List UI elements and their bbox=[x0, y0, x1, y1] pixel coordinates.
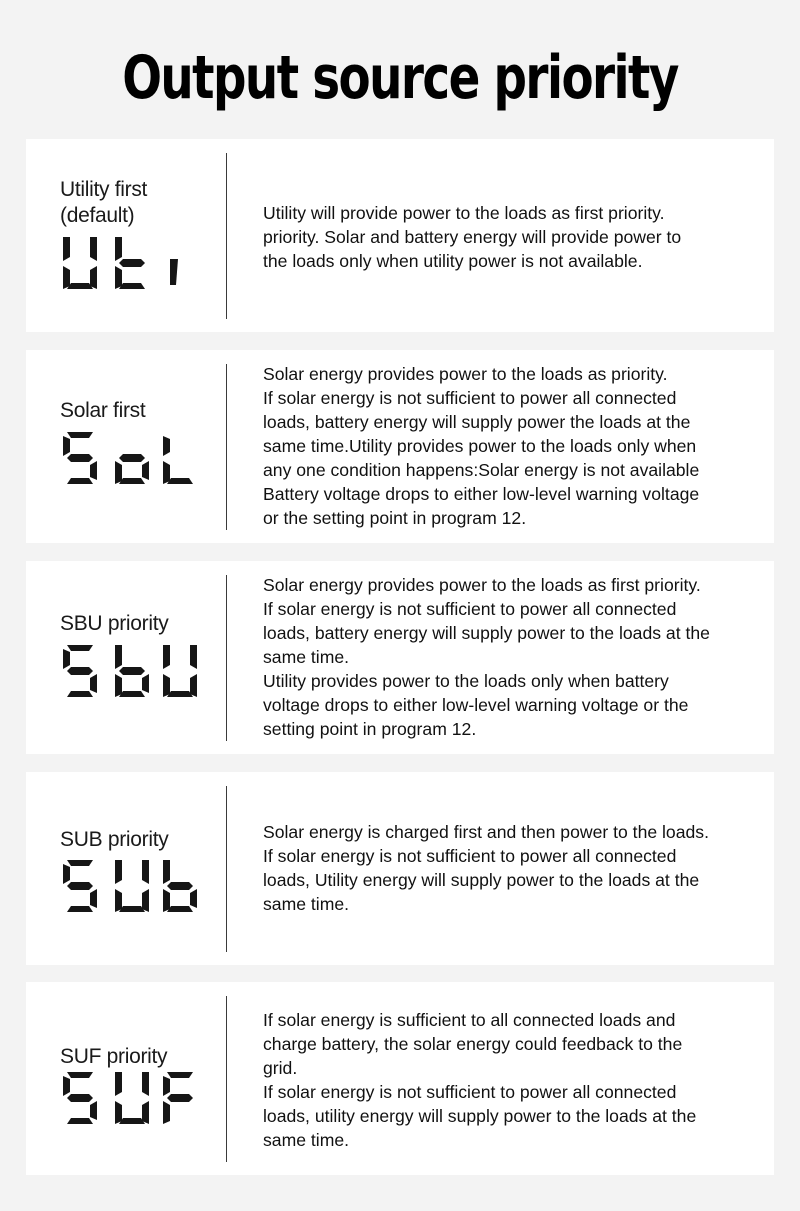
description-line: If solar energy is not sufficient to power all connected bbox=[263, 599, 677, 619]
description-line: Utility will provide power to the loads as first priority. bbox=[263, 203, 665, 223]
mode-description bbox=[263, 573, 773, 741]
description-line: same time. bbox=[263, 1130, 350, 1150]
lcd-segment bbox=[167, 1094, 193, 1102]
mode-description bbox=[263, 820, 773, 916]
lcd-segment bbox=[67, 1118, 93, 1124]
description-line: If solar energy is not sufficient to power all connected bbox=[263, 1082, 677, 1102]
description-line: any one condition happens:Solar energy is not available bbox=[263, 460, 700, 480]
description-line: setting point in program 12. bbox=[263, 719, 477, 739]
description-line: same time. bbox=[263, 894, 350, 914]
lcd-segment bbox=[90, 889, 97, 908]
mode-card-solar-first bbox=[26, 350, 774, 543]
description-line: Utility provides power to the loads only when battery bbox=[263, 671, 669, 691]
lcd-code-display bbox=[60, 1068, 200, 1128]
description-line: same time.Utility provides power to the loads only when bbox=[263, 436, 697, 456]
lcd-segment bbox=[119, 259, 145, 267]
lcd-segment bbox=[163, 1101, 170, 1124]
mode-card-utility-first bbox=[26, 139, 774, 332]
lcd-code-display bbox=[60, 641, 200, 701]
description-line: If solar energy is not sufficient to power all connected bbox=[263, 388, 677, 408]
column-divider bbox=[226, 575, 227, 741]
description-line: loads, Utility energy will supply power to the loads at the bbox=[263, 870, 700, 890]
description-line: voltage drops to either low-level warning voltage or the bbox=[263, 695, 689, 715]
description-line: Solar energy is charged first and then power to the loads. bbox=[263, 822, 709, 842]
lcd-segment bbox=[115, 1072, 122, 1096]
mode-card-suf-priority bbox=[26, 982, 774, 1175]
lcd-segment bbox=[119, 906, 145, 912]
description-line: loads, battery energy will supply power the loads at the bbox=[263, 412, 691, 432]
lcd-segment bbox=[142, 461, 149, 480]
lcd-segment bbox=[115, 889, 122, 912]
lcd-segment bbox=[163, 860, 170, 884]
lcd-segment bbox=[115, 461, 122, 484]
lcd-segment bbox=[90, 237, 97, 261]
mode-card-sbu-priority bbox=[26, 561, 774, 754]
lcd-segment bbox=[142, 860, 149, 884]
lcd-segment bbox=[119, 691, 145, 697]
lcd-segment bbox=[115, 860, 122, 884]
lcd-segment bbox=[90, 674, 97, 693]
lcd-segment bbox=[67, 1072, 93, 1078]
lcd-segment bbox=[142, 674, 149, 693]
column-divider bbox=[226, 364, 227, 530]
lcd-segment bbox=[67, 432, 93, 438]
lcd-segment bbox=[63, 266, 70, 289]
lcd-segment bbox=[119, 478, 145, 484]
lcd-segment bbox=[67, 860, 93, 866]
lcd-code-display bbox=[60, 856, 200, 916]
lcd-segment bbox=[167, 691, 193, 697]
lcd-segment bbox=[67, 882, 93, 890]
lcd-segment bbox=[67, 667, 93, 675]
column-divider bbox=[226, 153, 227, 319]
lcd-segment bbox=[142, 889, 149, 912]
mode-label: Utility first (default) bbox=[60, 178, 148, 227]
description-line: grid. bbox=[263, 1058, 298, 1078]
mode-label: SBU priority bbox=[60, 612, 169, 635]
description-line: the loads only when utility power is not available. bbox=[263, 251, 643, 271]
mode-label: SUF priority bbox=[60, 1045, 168, 1068]
description-line: If solar energy is sufficient to all connected loads and bbox=[263, 1010, 676, 1030]
mode-label: Solar first bbox=[60, 399, 146, 422]
description-line: or the setting point in program 12. bbox=[263, 508, 527, 528]
lcd-segment bbox=[115, 674, 122, 697]
description-line: If solar energy is not sufficient to power all connected bbox=[263, 846, 677, 866]
mode-description bbox=[263, 201, 773, 273]
lcd-segment bbox=[67, 906, 93, 912]
lcd-segment bbox=[190, 674, 197, 697]
lcd-segment bbox=[90, 1101, 97, 1120]
lcd-segment bbox=[167, 882, 193, 890]
description-line: charge battery, the solar energy could feedback to the bbox=[263, 1034, 683, 1054]
lcd-segment bbox=[163, 1076, 170, 1096]
lcd-segment bbox=[115, 266, 122, 289]
mode-description bbox=[263, 1008, 773, 1152]
lcd-segment bbox=[170, 259, 178, 285]
lcd-segment bbox=[67, 1094, 93, 1102]
lcd-segment bbox=[119, 1118, 145, 1124]
description-line: Solar energy provides power to the loads as priority. bbox=[263, 364, 668, 384]
mode-label: SUB priority bbox=[60, 828, 169, 851]
lcd-segment bbox=[142, 1101, 149, 1124]
lcd-segment bbox=[163, 645, 170, 669]
lcd-segment bbox=[142, 1072, 149, 1096]
description-line: priority. Solar and battery energy will provide power to bbox=[263, 227, 682, 247]
description-line: loads, utility energy will supply power to the loads at the bbox=[263, 1106, 697, 1126]
page-title: Output source priority bbox=[122, 43, 678, 113]
column-divider bbox=[226, 786, 227, 952]
lcd-segment bbox=[90, 461, 97, 480]
lcd-segment bbox=[90, 266, 97, 289]
description-line: loads, battery energy will supply power to the loads at the bbox=[263, 623, 710, 643]
lcd-segment bbox=[67, 691, 93, 697]
lcd-segment bbox=[163, 674, 170, 697]
description-line: Solar energy provides power to the loads as first priority. bbox=[263, 575, 701, 595]
lcd-segment bbox=[115, 1101, 122, 1124]
lcd-segment bbox=[63, 864, 70, 884]
lcd-segment bbox=[63, 237, 70, 261]
description-line: Battery voltage drops to either low-level warning voltage bbox=[263, 484, 700, 504]
lcd-segment bbox=[167, 478, 193, 484]
column-divider bbox=[226, 996, 227, 1162]
lcd-code-display bbox=[60, 428, 200, 488]
lcd-segment bbox=[67, 645, 93, 651]
lcd-segment bbox=[190, 889, 197, 908]
mode-card-sub-priority bbox=[26, 772, 774, 965]
lcd-segment bbox=[115, 237, 122, 261]
lcd-segment bbox=[163, 436, 170, 456]
description-line: same time. bbox=[263, 647, 350, 667]
lcd-segment bbox=[63, 649, 70, 669]
mode-description bbox=[263, 362, 773, 530]
lcd-segment bbox=[67, 454, 93, 462]
lcd-segment bbox=[167, 906, 193, 912]
lcd-segment bbox=[163, 889, 170, 912]
lcd-segment bbox=[67, 478, 93, 484]
lcd-code-display bbox=[60, 233, 200, 293]
lcd-segment bbox=[163, 461, 170, 484]
lcd-segment bbox=[167, 1072, 193, 1078]
lcd-segment bbox=[63, 1076, 70, 1096]
lcd-segment bbox=[190, 645, 197, 669]
lcd-segment bbox=[119, 283, 145, 289]
lcd-segment bbox=[63, 436, 70, 456]
lcd-segment bbox=[119, 667, 145, 675]
lcd-segment bbox=[67, 283, 93, 289]
lcd-segment bbox=[119, 454, 145, 462]
lcd-segment bbox=[115, 645, 122, 669]
